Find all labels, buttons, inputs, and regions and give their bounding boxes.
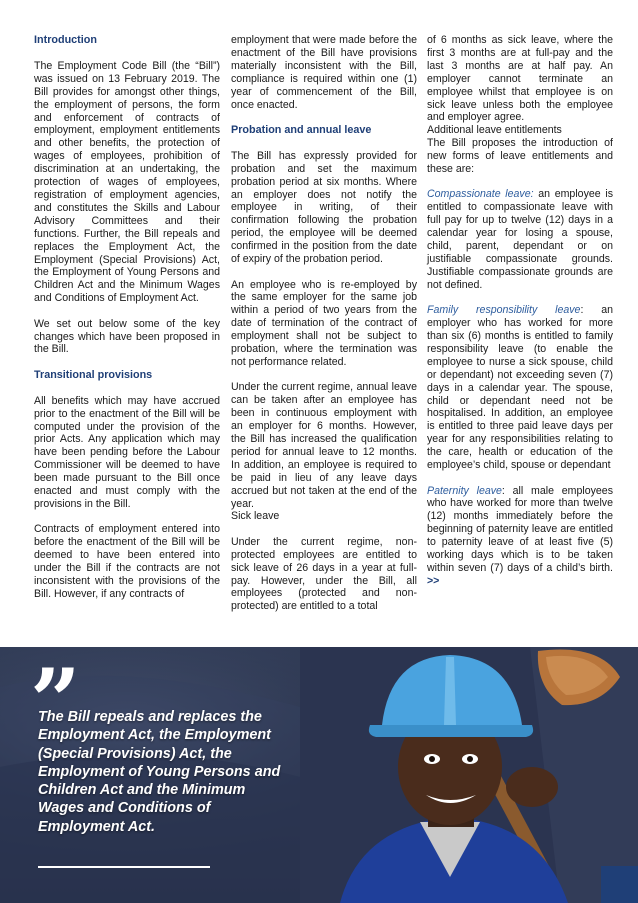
heading-introduction: Introduction (34, 34, 97, 46)
compassionate-leave-paragraph (427, 188, 613, 291)
paternity-leave-text: : all male employees who have worked for more than twelve (12) months immediately before the beginning of paternity leave are entitled to paternity leave of at least five (5) working days which is to be taken within seven (7) days of a child’s birth. (427, 484, 613, 574)
transitional-paragraph: All benefits which may have accrued prior to the enactment of the Bill will be computed under the provision of the prior Acts. Any application which may have been pending before the Labour Commissioner will be deemed to have been made pursuant to the Bill once enacted and must comply with the provisions in the Bill. (34, 394, 220, 510)
article-columns (30, 34, 614, 640)
intro-paragraph: The Employment Code Bill (the “Bill”) was issued on 13 February 2019. The Bill provides for amongst other things, the employment of persons, the form and enforcement of contracts of employment, employment entitlements and other benefits, the protection of wages of employees, prohibition of discrimination at an undertaking, the protection of wages of employees, registration of employment agencies, and constitutes the Skills and Labour Advisory Committees and their functions. Further, the Bill repeals and replaces the Employment Act, the Employment (Special Provisions) Act, the Employment of Young Persons and Children Act and the Minimum Wages and Conditions of Employment Act. (34, 59, 220, 305)
page-corner-box (601, 866, 638, 903)
family-responsibility-leave-text: : an employer who has worked for more than six (6) months is entitled to family responsibility leave (to enable the employee to nurse a sick spouse, child or dependant) not exceeding seven (7) days in a calendar year. The spouse, child or dependant need not be hospitalised. In addition, an employee is entitled to three paid leave days per year for any responsibilities relating to the care, health or education of the employee’s child, spouse or dependant (427, 304, 614, 472)
column-3 (427, 34, 613, 588)
sick-leave-paragraph: Under the current regime, non-protected employees are entitled to sick leave of 26 days in a year at full-pay. However, under the Bill, all employees (protected and non- protected) are entitled to a total (231, 535, 417, 613)
contracts-paragraph: Contracts of employment entered into before the enactment of the Bill will be deemed to have been entered into under the Bill if the contracts are not inconsistent with the provisions of the Bill. However, if any contracts of (34, 523, 220, 600)
sick-leave-continued-paragraph: of 6 months as sick leave, where the first 3 months are at full-pay and the last 3 months are at half pay. An employer cannot terminate an employee whilst that employee is on sick leave unless both the employee and employer agree. (427, 34, 613, 124)
paternity-leave-term: Paternity leave (427, 484, 502, 497)
paternity-leave-paragraph (427, 485, 613, 588)
family-responsibility-leave-term: Family responsibility leave (427, 304, 581, 317)
probation-paragraph: The Bill has expressly provided for probation and set the maximum probation period at six months. Where an employer does not notify the employee in writing, of their confirmation following the probation period, the employee will be deemed confirmed in the position from the date of expiry of the probation period. (231, 149, 417, 266)
re-employment-paragraph: An employee who is re-employed by the same employer for the same job within a period of two years from the date of termination of the contract of employment shall not be subject to probation, where the termination was not performance related. (231, 278, 417, 368)
additional-leave-subheading: Additional leave entitlements (427, 124, 562, 137)
heading-probation-annual-leave: Probation and annual leave (231, 123, 372, 136)
sick-leave-subheading: Sick leave (231, 510, 280, 523)
compassionate-leave-term: Compassionate leave: (427, 188, 534, 201)
quote-underline (38, 866, 210, 868)
compassionate-leave-text: an employee is entitled to compassionate leave with full pay for up to twelve (12) days in a calendar year for losing a spouse, child, parent, dependant or on justifiable compassionate grounds. Justifiable compassionate grounds are not defined. (427, 188, 613, 291)
pull-quote: The Bill repeals and replaces the Employment Act, the Employment (Special Provisions) Act, the Employment of Young Persons and Children Act and the Minimum Wages and Conditions of Employment Act. (38, 709, 281, 835)
key-changes-paragraph: We set out below some of the key changes which have been proposed in the Bill. (34, 317, 220, 356)
worker-illustration (300, 647, 638, 903)
contracts-continued-paragraph: employment that were made before the enactment of the Bill have provisions materially inconsistent with the Bill, compliance is required within one (1) year of commencement of the Bill, once enacted. (231, 34, 417, 111)
quote-banner (0, 647, 638, 903)
annual-leave-paragraph: Under the current regime, annual leave can be taken after an employee has been in continuous employment with an employer for 6 months. However, the Bill has increased the qualification period for annual leave to 12 months. In addition, an employee is required to be paid in lieu of any leave days accrued but not taken at the end of the year. (231, 381, 417, 510)
column-2 (231, 34, 417, 613)
column-1 (34, 34, 220, 601)
heading-transitional-provisions: Transitional provisions (34, 368, 153, 381)
additional-leave-intro: The Bill proposes the introduction of new forms of leave entitlements and these are: (427, 137, 613, 176)
family-responsibility-leave-paragraph (427, 304, 613, 472)
quotation-mark-icon: ” (30, 649, 71, 753)
continue-arrows-icon: >> (427, 574, 440, 587)
